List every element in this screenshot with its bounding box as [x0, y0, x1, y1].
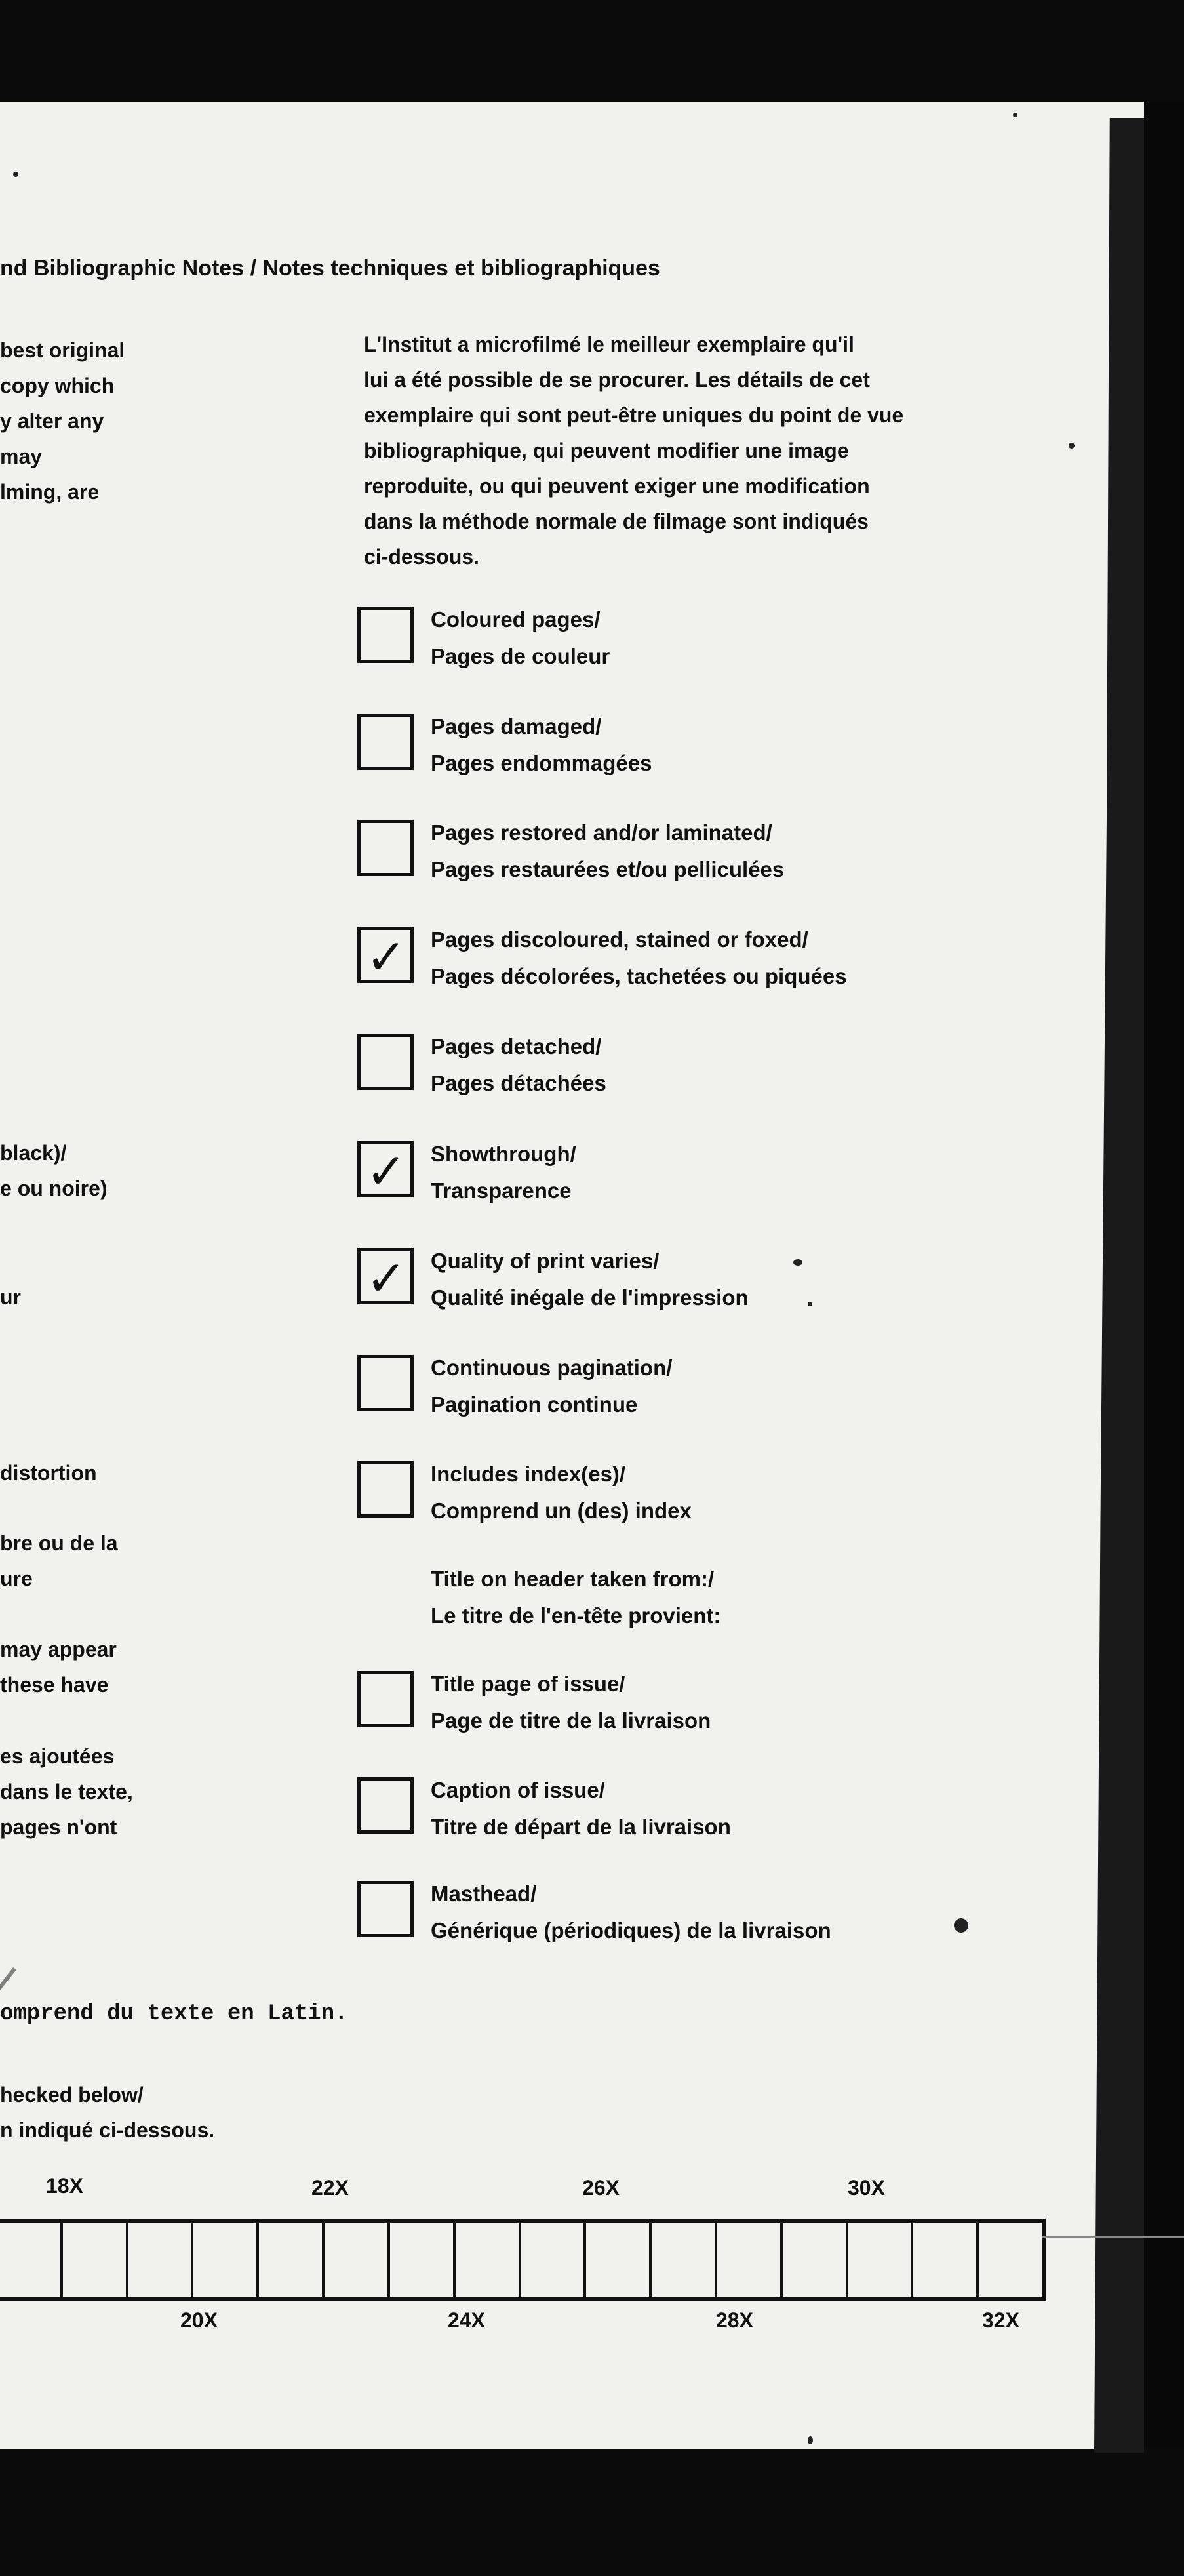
scale-cell: [521, 2223, 587, 2297]
checkbox[interactable]: [357, 1671, 414, 1727]
dust-speck: [13, 172, 18, 177]
left-column-line: may: [0, 445, 43, 468]
header-source-en: Title on header taken from:/: [431, 1567, 715, 1591]
label-en: Coloured pages/: [431, 607, 601, 632]
checkmark-icon: ✓: [366, 1251, 407, 1306]
checkbox[interactable]: [357, 1034, 414, 1090]
label-fr: Pages restaurées et/ou pelliculées: [431, 857, 785, 881]
checklist-label: [431, 1350, 672, 1423]
dust-speck: [1069, 443, 1075, 449]
scale-cell: [0, 2223, 63, 2297]
checkmark-icon: ✓: [366, 1144, 407, 1199]
checkbox[interactable]: [357, 820, 414, 876]
left-column-line: es ajoutées: [0, 1744, 115, 1768]
left-column-line: distortion: [0, 1461, 97, 1485]
checklist-label: [431, 921, 847, 995]
left-column-line: these have: [0, 1673, 109, 1697]
checkbox[interactable]: [357, 1461, 414, 1518]
left-column-line: ur: [0, 1285, 21, 1309]
intro-line: lui a été possible de se procurer. Les détails de cet: [364, 368, 870, 392]
label-en: Quality of print varies/: [431, 1249, 660, 1273]
left-column-line: may appear: [0, 1638, 117, 1661]
label-en: Caption of issue/: [431, 1778, 605, 1802]
checkbox[interactable]: [357, 1141, 414, 1197]
label-fr: Page de titre de la livraison: [431, 1708, 711, 1733]
label-fr: Comprend un (des) index: [431, 1499, 692, 1523]
label-en: Pages discoloured, stained or foxed/: [431, 927, 808, 952]
left-column-line: bre ou de la: [0, 1531, 118, 1555]
left-column-line: ure: [0, 1567, 33, 1590]
checkmark-icon: ✓: [366, 930, 407, 984]
dust-speck: [808, 1302, 812, 1306]
scan-border: [1144, 102, 1184, 2449]
left-column-line: copy which: [0, 374, 115, 397]
checkbox[interactable]: [357, 714, 414, 770]
rule-line: [1042, 2236, 1184, 2238]
scale-label-top: 22X: [311, 2176, 349, 2200]
intro-line: ci-dessous.: [364, 545, 480, 569]
label-fr: Transparence: [431, 1178, 572, 1203]
label-en: Showthrough/: [431, 1142, 576, 1166]
label-fr: Pages détachées: [431, 1071, 606, 1095]
reduction-scale: [0, 2219, 1046, 2301]
checklist-label: [431, 815, 784, 888]
checklist-label: [431, 1136, 576, 1209]
scale-cell: [652, 2223, 717, 2297]
scale-cell: [390, 2223, 456, 2297]
left-column-line: dans le texte,: [0, 1780, 133, 1803]
header-source-note: [431, 1561, 720, 1634]
checklist-label: [431, 1772, 731, 1845]
reduction-ratio-en: hecked below/: [0, 2083, 144, 2106]
scale-label-bottom: 32X: [982, 2308, 1019, 2332]
checklist-label: [431, 1666, 711, 1739]
checkbox[interactable]: [357, 927, 414, 983]
scale-label-top: 30X: [848, 2176, 885, 2200]
left-column-line: lming, are: [0, 480, 100, 504]
page-heading: nd Bibliographic Notes / Notes techniques et bibliographiques: [0, 256, 660, 281]
left-column-line: e ou noire): [0, 1177, 108, 1200]
label-en: Pages restored and/or laminated/: [431, 820, 772, 845]
scale-cell: [325, 2223, 390, 2297]
intro-line: reproduite, ou qui peuvent exiger une modification: [364, 474, 870, 498]
checklist-label: [431, 1456, 692, 1529]
scale-cell: [979, 2223, 1042, 2297]
left-column-line: y alter any: [0, 409, 104, 433]
dust-speck: [1013, 113, 1017, 117]
scale-cell: [456, 2223, 521, 2297]
header-source-fr: Le titre de l'en-tête provient:: [431, 1603, 721, 1628]
checklist-label: [431, 1243, 749, 1316]
label-fr: Pages décolorées, tachetées ou piquées: [431, 964, 847, 988]
label-fr: Titre de départ de la livraison: [431, 1815, 731, 1839]
label-en: Pages damaged/: [431, 714, 602, 738]
label-en: Includes index(es)/: [431, 1462, 626, 1486]
scale-cell: [63, 2223, 128, 2297]
intro-line: exemplaire qui sont peut-être uniques du point de vue: [364, 403, 904, 427]
intro-line: bibliographique, qui peuvent modifier une image: [364, 439, 849, 462]
label-en: Pages detached/: [431, 1034, 602, 1058]
checkbox[interactable]: [357, 1248, 414, 1304]
scale-label-bottom: 20X: [180, 2308, 218, 2332]
checkbox[interactable]: [357, 1355, 414, 1411]
scale-cell: [259, 2223, 325, 2297]
intro-line: dans la méthode normale de filmage sont indiqués: [364, 510, 869, 533]
intro-line: L'Institut a microfilmé le meilleur exemplaire qu'il: [364, 332, 854, 356]
scale-label-top: 26X: [582, 2176, 620, 2200]
left-column-line: best original: [0, 338, 125, 362]
scale-label-top: 18X: [46, 2174, 83, 2198]
label-fr: Qualité inégale de l'impression: [431, 1285, 749, 1310]
label-fr: Pagination continue: [431, 1392, 638, 1417]
intro-paragraph: [364, 327, 903, 574]
scale-cell: [783, 2223, 848, 2297]
checklist-label: [431, 708, 652, 782]
label-fr: Pages endommagées: [431, 751, 652, 775]
scale-cell: [586, 2223, 652, 2297]
scale-cell: [128, 2223, 194, 2297]
dust-speck: [793, 1259, 802, 1266]
label-fr: Pages de couleur: [431, 644, 610, 668]
checklist-label: [431, 1028, 606, 1102]
checklist-label: [431, 601, 610, 675]
label-en: Continuous pagination/: [431, 1356, 673, 1380]
left-column-line: pages n'ont: [0, 1815, 117, 1839]
reduction-ratio-fr: n indiqué ci-dessous.: [0, 2118, 215, 2142]
checkbox[interactable]: [357, 1777, 414, 1834]
additional-comment: omprend du texte en Latin.: [0, 2002, 348, 2026]
scale-cell: [913, 2223, 979, 2297]
left-column-line: black)/: [0, 1141, 67, 1165]
label-en: Masthead/: [431, 1882, 537, 1906]
label-en: Title page of issue/: [431, 1672, 625, 1696]
checkbox[interactable]: [357, 607, 414, 663]
scale-cell: [848, 2223, 914, 2297]
dust-speck: [954, 1918, 968, 1933]
scale-label-bottom: 24X: [448, 2308, 485, 2332]
checklist-label: [431, 1876, 831, 1949]
label-fr: Générique (périodiques) de la livraison: [431, 1918, 831, 1942]
checkbox[interactable]: [357, 1881, 414, 1937]
scale-label-bottom: 28X: [716, 2308, 753, 2332]
scale-cell: [193, 2223, 259, 2297]
dust-speck: [808, 2436, 813, 2444]
scale-cell: [717, 2223, 783, 2297]
